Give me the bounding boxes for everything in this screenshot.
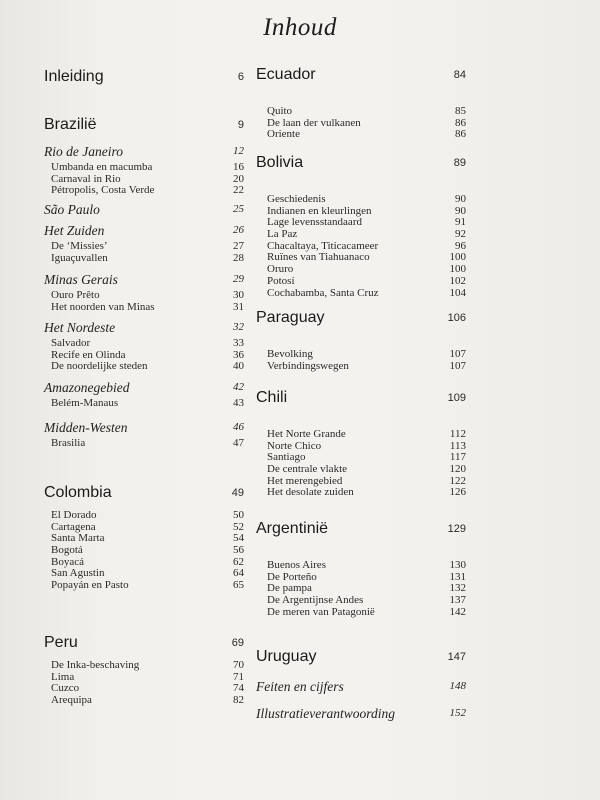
section-title: Bolivia xyxy=(256,154,304,171)
page-number: 104 xyxy=(449,286,466,299)
section-title: Feiten en cijfers xyxy=(256,679,344,694)
toc-item xyxy=(51,398,244,410)
section-title: Uruguay xyxy=(256,648,317,665)
toc-subitems xyxy=(267,194,466,299)
page-number: 109 xyxy=(447,392,466,404)
page-number: 91 xyxy=(455,216,466,229)
toc-section xyxy=(44,223,244,264)
section-heading xyxy=(44,484,244,502)
toc-section xyxy=(44,272,244,313)
toc-section xyxy=(44,202,244,218)
toc-section xyxy=(44,484,244,592)
section-title: Inleiding xyxy=(44,68,104,85)
item-title: De laan der vulkanen xyxy=(267,116,361,129)
toc-subitems xyxy=(51,660,244,707)
page-number: 6 xyxy=(237,71,244,83)
item-title: Oruro xyxy=(267,263,294,276)
item-title: Santa Marta xyxy=(51,532,105,545)
page-number: 69 xyxy=(231,637,244,649)
page-number: 82 xyxy=(233,694,244,707)
item-title: Geschiedenis xyxy=(267,193,326,205)
item-title: Het noorden van Minas xyxy=(51,300,155,313)
section-title: Illustratieverantwoording xyxy=(256,706,395,721)
page-number: 107 xyxy=(449,359,466,372)
toc-section xyxy=(44,420,244,450)
toc-section xyxy=(44,320,244,373)
page-number: 148 xyxy=(449,680,466,692)
toc-subitems xyxy=(51,241,244,264)
page-number: 16 xyxy=(233,161,244,173)
toc-item xyxy=(267,129,466,141)
toc-subitems xyxy=(51,438,244,450)
page-number: 28 xyxy=(233,251,244,264)
item-title: De noordelijke steden xyxy=(51,360,148,373)
toc-subitems xyxy=(51,398,244,410)
section-title: Argentinië xyxy=(256,520,329,537)
toc-item xyxy=(267,361,466,373)
page-number: 65 xyxy=(233,579,244,592)
item-title: Belém-Manaus xyxy=(51,397,119,409)
section-title: Ecuador xyxy=(256,66,316,83)
section-heading xyxy=(256,706,466,722)
toc-section xyxy=(44,634,244,707)
page-number: 92 xyxy=(455,228,466,241)
item-title: Bogotá xyxy=(51,544,83,557)
item-title: Het Norte Grande xyxy=(267,428,346,440)
section-heading xyxy=(256,520,466,538)
toc-subitems xyxy=(51,510,244,592)
page-number: 113 xyxy=(449,439,466,452)
item-title: Chacaltaya, Titicacameer xyxy=(267,239,379,252)
toc-section xyxy=(256,154,466,299)
toc-item xyxy=(51,660,244,672)
section-heading xyxy=(44,223,244,239)
section-title: Het Zuiden xyxy=(44,223,105,238)
page-number: 42 xyxy=(233,381,244,393)
page-number: 70 xyxy=(233,659,244,671)
item-title: Santiago xyxy=(267,451,306,464)
toc-subitems xyxy=(267,429,466,499)
toc-subitems xyxy=(51,290,244,313)
toc-section xyxy=(256,389,466,499)
toc-item xyxy=(267,252,466,264)
page-number: 89 xyxy=(453,157,466,169)
section-heading xyxy=(44,144,244,160)
page-number: 86 xyxy=(455,128,466,141)
section-heading xyxy=(44,272,244,288)
item-title: Cartagena xyxy=(51,520,96,533)
page-number: 54 xyxy=(233,532,244,545)
item-title: De pampa xyxy=(267,582,312,595)
page-number: 84 xyxy=(453,69,466,81)
page-number: 126 xyxy=(449,486,466,499)
item-title: Salvador xyxy=(51,337,91,349)
item-title: Brasilia xyxy=(51,437,86,449)
toc-item xyxy=(51,302,244,314)
toc-section xyxy=(44,116,244,134)
item-title: Recife en Olinda xyxy=(51,348,126,361)
toc-subitems xyxy=(51,338,244,373)
section-heading xyxy=(256,389,466,407)
section-title: Brazilië xyxy=(44,116,97,133)
page-number: 22 xyxy=(233,184,244,197)
section-heading xyxy=(44,68,244,86)
section-heading xyxy=(256,648,466,666)
section-title: Het Nordeste xyxy=(44,320,116,335)
toc-section xyxy=(256,648,466,666)
page-number: 47 xyxy=(233,437,244,449)
item-title: Cochabamba, Santa Cruz xyxy=(267,286,379,299)
item-title: De Porteño xyxy=(267,570,317,583)
item-title: Het desolate zuiden xyxy=(267,486,354,499)
item-title: La Paz xyxy=(267,228,298,241)
page-number: 33 xyxy=(233,337,244,349)
toc-item xyxy=(267,264,466,276)
toc-section xyxy=(44,144,244,197)
item-title: San Agustin xyxy=(51,567,105,580)
page-number: 32 xyxy=(233,321,244,333)
page-number: 107 xyxy=(449,348,466,360)
item-title: Oriente xyxy=(267,128,300,141)
page-number: 30 xyxy=(233,289,244,301)
page-number: 90 xyxy=(455,193,466,205)
section-heading xyxy=(44,202,244,218)
section-heading xyxy=(44,116,244,134)
item-title: Popayán en Pasto xyxy=(51,579,129,592)
item-title: Umbanda en macumba xyxy=(51,161,153,173)
page-number: 120 xyxy=(449,463,466,476)
section-heading xyxy=(44,320,244,336)
page-number: 90 xyxy=(455,204,466,217)
page-number: 40 xyxy=(233,360,244,373)
page-number: 131 xyxy=(449,570,466,583)
item-title: Norte Chico xyxy=(267,439,322,452)
toc-subitems xyxy=(267,106,466,141)
toc-section xyxy=(256,66,466,141)
toc-subitems xyxy=(51,162,244,197)
page-number: 112 xyxy=(449,428,466,440)
toc-item xyxy=(267,487,466,499)
item-title: El Dorado xyxy=(51,509,97,521)
section-title: Amazonegebied xyxy=(44,380,130,395)
item-title: Iguaçuvallen xyxy=(51,251,108,264)
item-title: De Argentijnse Andes xyxy=(267,594,364,607)
item-title: Ouro Prêto xyxy=(51,289,100,301)
section-title: Colombia xyxy=(44,484,112,501)
toc-item xyxy=(267,288,466,300)
section-title: Minas Gerais xyxy=(44,272,118,287)
item-title: Het merengebied xyxy=(267,474,343,487)
toc-section xyxy=(256,679,466,695)
toc-subitems xyxy=(267,560,466,618)
item-title: Bevolking xyxy=(267,348,313,360)
item-title: Pétropolis, Costa Verde xyxy=(51,184,155,197)
section-heading xyxy=(256,679,466,695)
page-number: 25 xyxy=(233,203,244,215)
page-number: 96 xyxy=(455,239,466,252)
item-title: De meren van Patagonië xyxy=(267,605,375,618)
toc-item xyxy=(51,185,244,197)
page-title: Inhoud xyxy=(263,14,337,41)
toc-section xyxy=(256,520,466,618)
page-number: 71 xyxy=(233,670,244,683)
page-number: 50 xyxy=(233,509,244,521)
page-number: 62 xyxy=(233,555,244,568)
page-number: 56 xyxy=(233,544,244,557)
page-number: 12 xyxy=(233,145,244,157)
page-number: 64 xyxy=(233,567,244,580)
toc-item xyxy=(51,438,244,450)
section-title: Midden-Westen xyxy=(44,420,128,435)
toc-section xyxy=(44,68,244,86)
item-title: Buenos Aires xyxy=(267,559,326,571)
page-number: 117 xyxy=(449,451,466,464)
section-heading xyxy=(44,380,244,396)
page-number: 152 xyxy=(449,707,466,719)
toc-item xyxy=(51,580,244,592)
toc-item xyxy=(51,672,244,684)
page-number: 52 xyxy=(233,520,244,533)
item-title: Ruïnes van Tiahuanaco xyxy=(267,251,370,264)
page-number: 142 xyxy=(449,605,466,618)
page-number: 36 xyxy=(233,348,244,361)
section-title: São Paulo xyxy=(44,202,100,217)
page-number: 27 xyxy=(233,240,244,252)
page-number: 49 xyxy=(231,487,244,499)
section-title: Rio de Janeiro xyxy=(44,144,123,159)
section-heading xyxy=(256,66,466,84)
section-title: Chili xyxy=(256,389,288,406)
page-number: 132 xyxy=(449,582,466,595)
page-number: 100 xyxy=(449,251,466,264)
section-title: Paraguay xyxy=(256,309,325,326)
page-number: 31 xyxy=(233,300,244,313)
item-title: Potosí xyxy=(267,274,295,287)
item-title: Arequipa xyxy=(51,694,92,707)
page-number: 147 xyxy=(447,651,466,663)
section-heading xyxy=(44,634,244,652)
toc-item xyxy=(51,695,244,707)
page-number: 26 xyxy=(233,224,244,236)
toc-section xyxy=(256,706,466,722)
page-number: 100 xyxy=(449,263,466,276)
item-title: Carnaval in Rio xyxy=(51,172,121,185)
toc-section xyxy=(256,309,466,372)
page-number: 129 xyxy=(447,523,466,535)
item-title: De centrale vlakte xyxy=(267,463,348,476)
page-number: 122 xyxy=(449,474,466,487)
item-title: De Inka-beschaving xyxy=(51,659,140,671)
section-heading xyxy=(256,309,466,327)
page-number: 20 xyxy=(233,172,244,185)
section-heading xyxy=(44,420,244,436)
page-number: 29 xyxy=(233,273,244,285)
page-number: 74 xyxy=(233,682,244,695)
toc-item xyxy=(267,607,466,619)
page-number: 102 xyxy=(449,274,466,287)
item-title: Lage levensstandaard xyxy=(267,216,362,229)
page-number: 46 xyxy=(233,421,244,433)
item-title: Lima xyxy=(51,670,75,683)
page-number: 106 xyxy=(447,312,466,324)
item-title: Verbindingswegen xyxy=(267,359,349,372)
page-number: 85 xyxy=(455,105,466,117)
section-title: Peru xyxy=(44,634,78,651)
page-number: 137 xyxy=(449,594,466,607)
item-title: Quito xyxy=(267,105,293,117)
toc-item xyxy=(51,361,244,373)
item-title: De ‘Missies’ xyxy=(51,240,108,252)
page-number: 43 xyxy=(233,397,244,409)
page-number: 130 xyxy=(449,559,466,571)
toc-item xyxy=(51,253,244,265)
item-title: Indianen en kleurlingen xyxy=(267,204,372,217)
toc-subitems xyxy=(267,349,466,372)
section-heading xyxy=(256,154,466,172)
page-number: 9 xyxy=(237,119,244,131)
page-number: 86 xyxy=(455,116,466,129)
item-title: Boyacá xyxy=(51,555,84,568)
item-title: Cuzco xyxy=(51,682,80,695)
toc-section xyxy=(44,380,244,410)
